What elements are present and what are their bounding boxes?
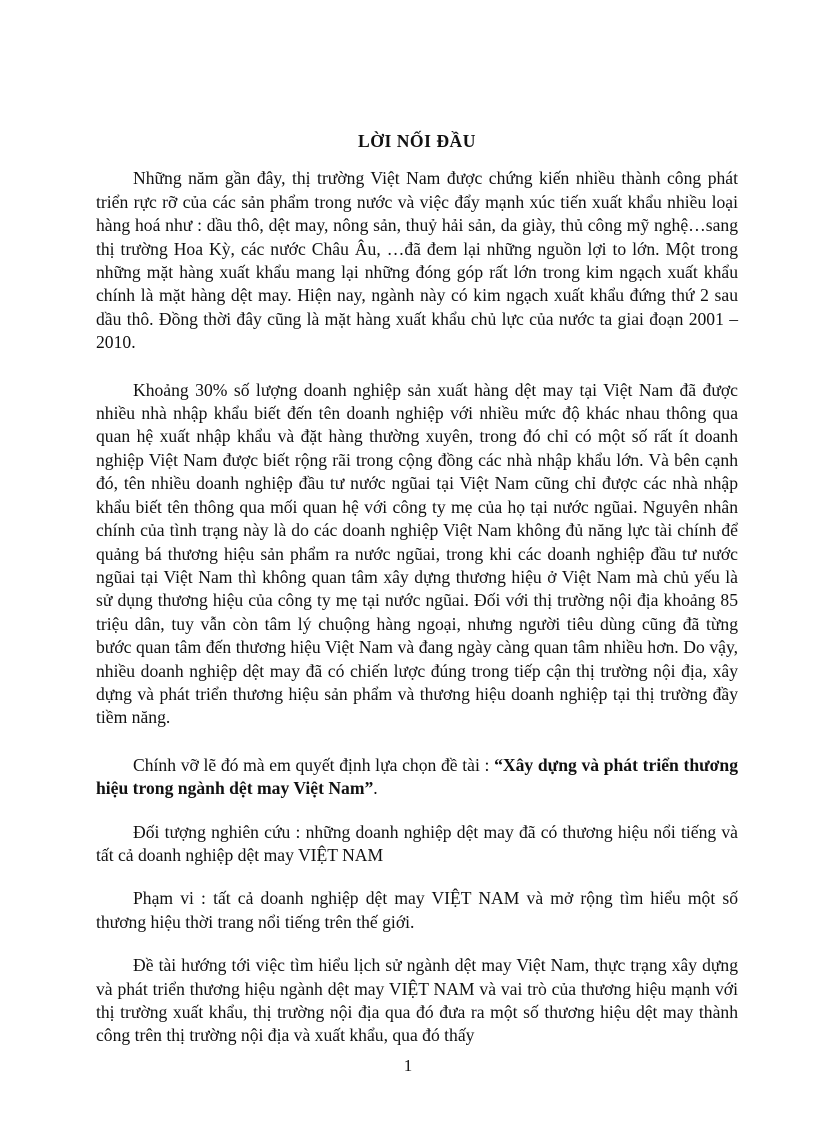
paragraph-aim: Đề tài hướng tới việc tìm hiểu lịch sử ngành dệt may Việt Nam, thực trạng xây dựng và phát triển thương hiệu ngành dệt may VIỆT NAM và vai trò của thương hiệu mạnh với thị trường xuất khẩu, thị trường nội địa qua đó đưa ra một số thương hiệu dệt may thành công trên thị trường nội địa và xuất khẩu, qua đó thấy bbox=[96, 955, 738, 1046]
topic-title: “Xây dựng và phát triển thương hiệu trong ngành dệt may Việt Nam” bbox=[96, 754, 738, 799]
topic-suffix: . bbox=[373, 778, 378, 799]
paragraph-topic bbox=[96, 754, 738, 801]
page-number: 1 bbox=[403, 1056, 413, 1075]
page-title: LỜI NỐI ĐẦU bbox=[358, 131, 476, 151]
document-body bbox=[96, 130, 738, 1072]
paragraph-enterprises: Khoảng 30% số lượng doanh nghiệp sản xuất hàng dệt may tại Việt Nam đã được nhiều nhà nhập khẩu biết đến tên doanh nghiệp với nhiều mức độ khác nhau thông qua quan hệ xuất nhập khẩu và đặt hàng thường xuyên, trong đó chỉ có một số rất ít doanh nghiệp Việt Nam được biết rộng rãi trong cộng đồng các nhà nhập khẩu lớn. Và bên cạnh đó, tên nhiều doanh nghiệp đầu tư nước ngũai tại Việt Nam cũng chỉ được các nhà nhập khẩu biết tên thông qua mối quan hệ với công ty mẹ của họ tại nước ngũai. Nguyên nhân chính của tình trạng này là do các doanh nghiệp Việt Nam không đủ năng lực tài chính để quảng bá thương hiệu sản phẩm ra nước ngũai, trong khi các doanh nghiệp đầu tư nước ngũai tại Việt Nam thì không quan tâm xây dựng thương hiệu ở Việt Nam mà chủ yếu là sử dụng thương hiệu của công ty mẹ tại nước ngũai. Đối với thị trường nội địa khoảng 85 triệu dân, tuy vẫn còn tâm lý chuộng hàng ngoại, nhưng người tiêu dùng cũng đã từng bước quan tâm đến thương hiệu Việt Nam và đang ngày càng quan tâm nhiều hơn. Do vậy, nhiều doanh nghiệp dệt may đã có chiến lược đúng trong tiếp cận thị trường nội địa, xây dựng và phát triển thương hiệu sản phẩm và thương hiệu doanh nghiệp tại thị trường đầy tiềm năng. bbox=[96, 379, 738, 728]
topic-prefix: Chính vỡ lẽ đó mà em quyết định lựa chọn đề tài : bbox=[133, 754, 495, 775]
paragraph-scope: Phạm vi : tất cả doanh nghiệp dệt may VIỆT NAM và mở rộng tìm hiểu một số thương hiệu thời trang nổi tiếng trên thế giới. bbox=[96, 888, 738, 932]
paragraph-intro: Những năm gần đây, thị trường Việt Nam được chứng kiến nhiều thành công phát triển rực rỡ của các sản phẩm trong nước và việc đẩy mạnh xúc tiến xuất khẩu nhiều loại hàng hoá như : dầu thô, dệt may, nông sản, thuỷ hải sản, da giày, thủ công mỹ nghệ…sang thị trường Hoa Kỳ, các nước Châu Âu, …đã đem lại những nguồn lợi to lớn. Một trong những mặt hàng xuất khẩu mang lại những đóng góp rất lớn trong kim ngạch xuất khẩu chính là mặt hàng dệt may. Hiện nay, ngành này có kim ngạch xuất khẩu đứng thứ 2 sau dầu thô. Đồng thời đây cũng là mặt hàng xuất khẩu chủ lực của nước ta giai đoạn 2001 – 2010. bbox=[96, 168, 738, 353]
paragraph-research-subject: Đối tượng nghiên cứu : những doanh nghiệp dệt may đã có thương hiệu nổi tiếng và tất cả doanh nghiệp dệt may VIỆT NAM bbox=[96, 821, 738, 865]
